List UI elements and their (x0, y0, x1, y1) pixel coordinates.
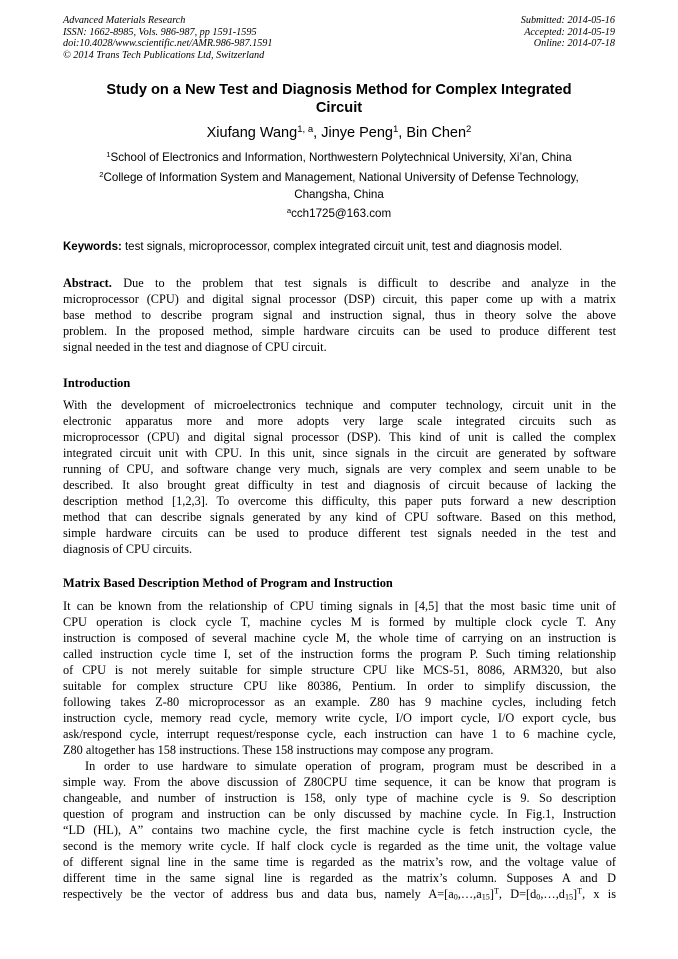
text-line: electronic apparatus more and more adopts very large scale integrated circuits such as (63, 414, 616, 428)
abstract-line: Abstract. Due to the problem that test signals is difficult to describe and analyze in the (63, 276, 616, 290)
text-line: simple way. From the above discussion of Z80CPU time sequence, it can be know that program is (63, 775, 616, 789)
author-affiliation-mark: 1 (392, 123, 399, 135)
journal-header-right (521, 15, 615, 50)
journal-header-left (63, 15, 272, 61)
introduction-paragraph (63, 397, 616, 557)
text-line: respectively be the vector of address bus and data bus, namely $A=[a_0,\dots,a_{15}]^T$, $D=[d_0,\dots,d_{15}]^T$, x is (63, 886, 617, 902)
text-line: of CPU is not merely suitable for simple structure CPU like MCS-51, 8086, ARM320, but also (63, 663, 616, 677)
text-line: method that can describe signals generated by any kind of CPU software. Based on this method, (63, 510, 616, 524)
text-line: question of program and instruction can be only discussed by machine cycle. In Fig.1, Instruction (63, 807, 616, 821)
email-address: cch1725@163.com (291, 207, 392, 220)
text-line: running of CPU, and software change very much, signals are very complex and seem unable to be (63, 462, 616, 476)
text-line: suitable for complex structure CPU like 80386, Pentium. In order to simplify discussion, the (63, 679, 616, 693)
abstract (63, 275, 616, 355)
accepted-date: Accepted: 2014-05-19 (524, 26, 615, 38)
text-line: simple hardware circuits can be used to produce different test signals needed in the test and (63, 526, 616, 540)
journal-copyright: © 2014 Trans Tech Publications Ltd, Switzerland (63, 49, 265, 61)
text-line: second is the memory write cycle. If half clock cycle is regarded as the time unit, the voltage value (63, 839, 616, 853)
affiliation-1 (70, 149, 608, 166)
text-line: different time in the same signal line is regarded as the matrix’s column. Supposes A and D (63, 871, 616, 885)
text-line: CPU operation is clock cycle T, machine cycles M is formed by multiple clock cycle T. Any (63, 615, 616, 629)
section-heading-matrix: Matrix Based Description Method of Program and Instruction (63, 576, 393, 590)
text-line: It can be known from the relationship of CPU timing signals in [4,5] that the most basic time unit of (63, 599, 616, 613)
abstract-line: microprocessor (CPU) and digital signal processor (DSP) circuit, this paper come up with a matrix (63, 292, 616, 306)
email-mark: a (286, 205, 292, 215)
author-separator: , (313, 125, 322, 141)
text-line: diagnosis of CPU circuits. (63, 542, 193, 556)
author-affiliation-mark: 1, a (297, 123, 314, 135)
text-line: In order to use hardware to simulate operation of program, program must be described in a (85, 759, 616, 773)
journal-doi: doi:10.4028/www.scientific.net/AMR.986-987.1591 (63, 38, 273, 50)
author-name: Jinye Peng (321, 125, 393, 141)
author-separator: , (398, 125, 407, 141)
affiliation-text: Changsha, China (294, 188, 384, 201)
journal-issn: ISSN: 1662-8985, Vols. 986-987, pp 1591-1595 (63, 26, 257, 38)
paper-title (80, 81, 598, 117)
section-heading-introduction: Introduction (63, 376, 131, 390)
affiliation-text: College of Information System and Management, National University of Defense Technology, (103, 171, 579, 184)
author-affiliation-mark: 2 (466, 123, 472, 135)
online-date: Online: 2014-07-18 (533, 38, 615, 50)
text-line: microprocessor (CPU) and digital signal processor (DSP). This kind of unit is called the complex (63, 430, 616, 444)
matrix-section-body (63, 598, 616, 902)
author-name: Xiufang Wang (206, 125, 298, 141)
affiliation-text: School of Electronics and Information, Northwestern Polytechnical University, Xi’an, China (110, 151, 572, 164)
text-line: With the development of microelectronics technique and computer technology, circuit unit in the (63, 398, 616, 412)
author-email (70, 205, 608, 222)
text-line: description method [1,2,3]. To overcome this difficulty, this paper puts forward a new description (63, 494, 616, 508)
title-line-1: Study on a New Test and Diagnosis Method for Complex Integrated (106, 82, 572, 98)
text-line: integrated circuit unit with CPU. In this unit, since signals in the circuit are generated by software (63, 446, 616, 460)
text-line: described. It also brought great difficulty in test and diagnosis of circuit because of lacking the (63, 478, 616, 492)
text-line: instruction cycle, memory read cycle, memory write cycle, I/O import cycle, I/O export cycle, bus (63, 711, 616, 725)
text-line: Z80 altogether has 158 instructions. These 158 instructions may compose any program. (63, 743, 494, 757)
abstract-line: base method to describe program signal and instruction signal, thus in theory solve the above (63, 308, 616, 322)
text-line: “LD (HL), A” contains two machine cycle, the first machine cycle is fetch instruction cycle, the (63, 823, 616, 837)
affiliation-mark: 2 (99, 169, 104, 179)
text-line: instruction is composed of several machine cycle M, the whole time of carrying on an instruction is (63, 631, 616, 645)
submitted-date: Submitted: 2014-05-16 (520, 15, 615, 26)
text-line: called instruction cycle time I, set of the instruction forms the program P. Such timing relationship (63, 647, 616, 661)
abstract-label: Abstract. (63, 276, 112, 290)
keywords (63, 240, 619, 255)
abstract-line: problem. In the proposed method, simple hardware circuits can be used to produce different test (63, 324, 616, 338)
affiliation-mark: 1 (106, 149, 111, 159)
text-line: changeable, and number of instruction is 158, only type of machine cycle is 9. So description (63, 791, 616, 805)
affiliation-2 (70, 169, 608, 203)
title-line-2: Circuit (315, 100, 363, 116)
author-name: Bin Chen (406, 125, 467, 141)
keywords-text: test signals, microprocessor, complex integrated circuit unit, test and diagnosis model. (121, 241, 563, 253)
keywords-label: Keywords: (63, 241, 122, 253)
text-line: ask/respond cycle, interrupt request/response cycle, each instruction can have 1 to 6 machine cycle, (63, 727, 616, 741)
text-line: of different signal line in the same time is regarded as the matrix’s row, and the voltage value of (63, 855, 616, 869)
abstract-line: signal needed in the test and diagnose of CPU circuit. (63, 340, 327, 354)
journal-name: Advanced Materials Research (63, 15, 186, 26)
author-list (0, 124, 678, 142)
text-line: following takes Z-80 microprocessor as an example. Z80 has 9 machine cycles, including fetch (63, 695, 616, 709)
